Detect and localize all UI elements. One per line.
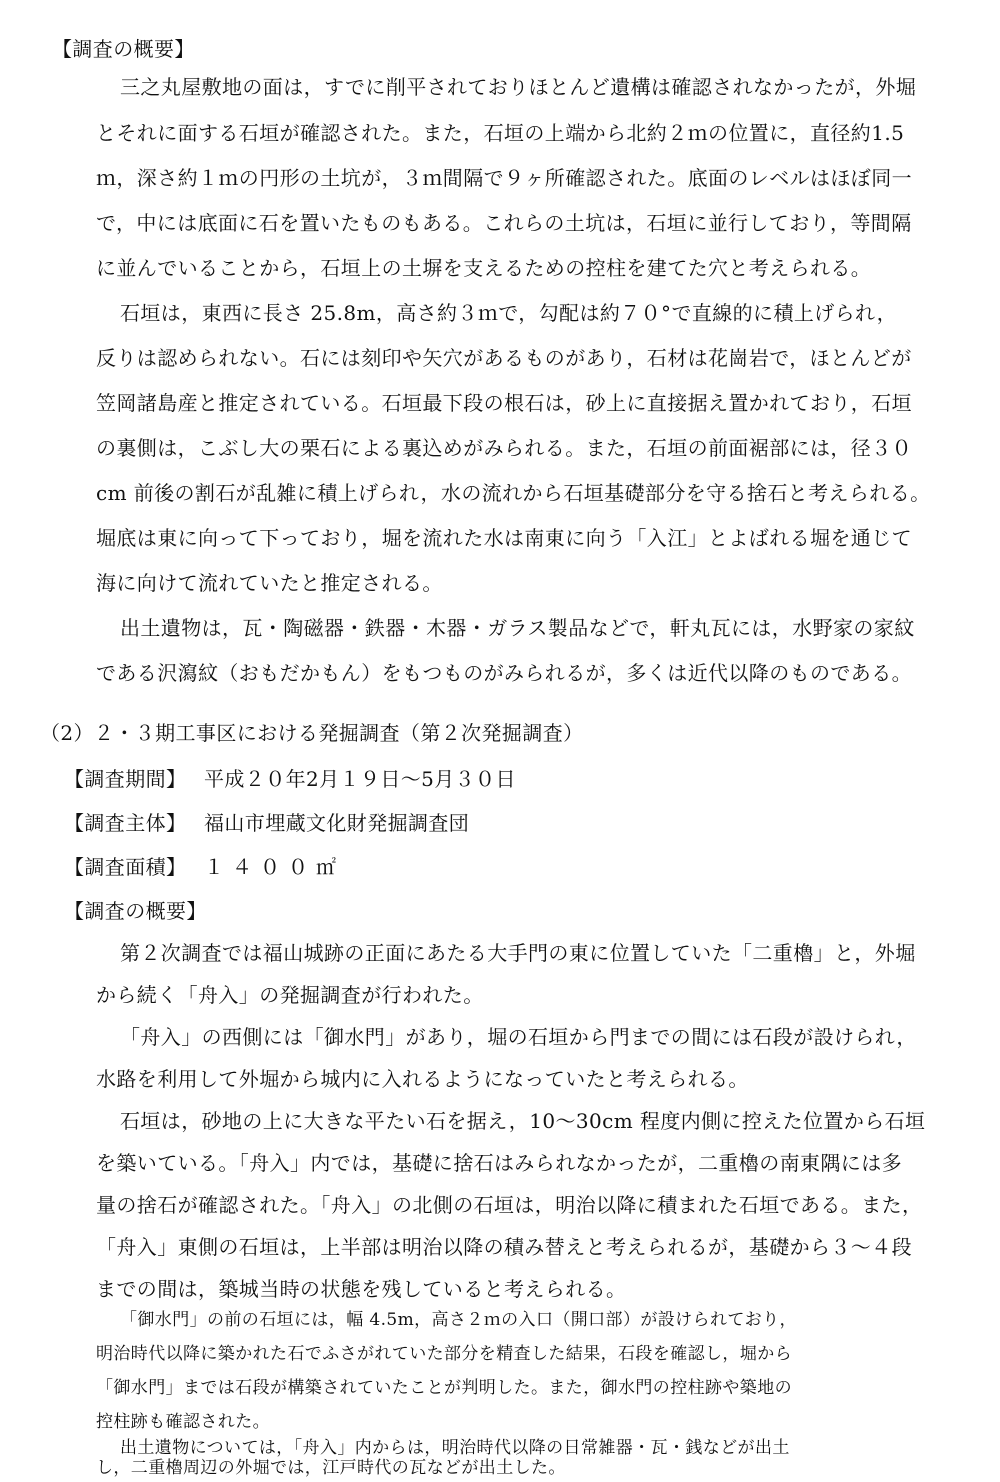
text-line: 反りは認められない。石には刻印や矢穴があるものがあり，石材は花崗岩で，ほとんどが (96, 346, 912, 370)
text-line: までの間は，築城当時の状態を残していると考えられる。 (96, 1277, 627, 1301)
text-line: 「舟入」の西側には「御水門」があり，堀の石垣から門までの間には石段が設けられ， (120, 1025, 917, 1049)
text-line: 量の捨石が確認された。「舟入」の北側の石垣は，明治以降に積まれた石垣である。また， (96, 1193, 923, 1217)
text-line: 海に向けて流れていたと推定される。 (96, 571, 443, 595)
text-line: 水路を利用して外堀から城内に入れるようになっていたと考えられる。 (96, 1067, 749, 1091)
text-line: 笠岡諸島産と推定されている。石垣最下段の根石は，砂上に直接据え置かれており，石垣 (96, 391, 912, 415)
text-line: に並んでいることから，石垣上の土塀を支えるための控柱を建てた穴と考えられる。 (96, 256, 872, 280)
text-line: 出土遺物は，瓦・陶磁器・鉄器・木器・ガラス製品などで，軒丸瓦には，水野家の家紋 (120, 616, 915, 640)
text-line: 明治時代以降に築かれた石でふさがれていた部分を精査した結果，石段を確認し，堀から (96, 1344, 792, 1364)
text-line: 石垣は，砂地の上に大きな平たい石を据え，10～30cm 程度内側に控えた位置から石垣 (120, 1109, 926, 1133)
info-label: 【調査面積】 (64, 855, 187, 879)
text-line: から続く「舟入」の発掘調査が行われた。 (96, 983, 484, 1007)
text-line: 第２次調査では福山城跡の正面にあたる大手門の東に位置していた「二重櫓」と，外堀 (120, 941, 916, 965)
text-line: である沢瀉紋（おもだかもん）をもつものがみられるが，多くは近代以降のものである。 (96, 661, 912, 685)
text-line: 堀底は東に向って下っており，堀を流れた水は南東に向う「入江」とよばれる堀を通じて (96, 526, 912, 550)
text-line: 石垣は，東西に長さ 25.8m，高さ約３ｍで，勾配は約７０°で直線的に積上げられ， (120, 301, 898, 325)
text-line: 控柱跡も確認された。 (96, 1412, 270, 1432)
section-heading: 【調査の概要】 (64, 899, 207, 923)
text-line: の裏側は，こぶし大の栗石による裏込めがみられる。また，石垣の前面裾部には，径３０ (96, 436, 912, 460)
text-line: 「御水門」までは石段が構築されていたことが判明した。また，御水門の控柱跡や築地の (96, 1378, 792, 1398)
section-heading: 【調査の概要】 (52, 37, 195, 61)
info-label: 【調査主体】 (64, 811, 187, 835)
text-line: し，二重櫓周辺の外堀では，江戸時代の瓦などが出土した。 (96, 1458, 566, 1478)
text-line: 三之丸屋敷地の面は，すでに削平されておりほとんど遺構は確認されなかったが，外堀 (120, 75, 917, 99)
text-line: ｍ，深さ約１ｍの円形の土坑が，３ｍ間隔で９ヶ所確認された。底面のレベルはほぼ同一 (96, 166, 912, 190)
text-line: で，中には底面に石を置いたものもある。これらの土坑は，石垣に並行しており，等間隔 (96, 211, 912, 235)
text-line: 「舟入」東側の石垣は，上半部は明治以降の積み替えと考えられるが，基礎から３～４段 (96, 1235, 912, 1259)
text-line: 「御水門」の前の石垣には，幅 4.5m，高さ２ｍの入口（開口部）が設けられており， (120, 1310, 797, 1330)
text-line: を築いている。「舟入」内では，基礎に捨石はみられなかったが，二重櫓の南東隅には多 (96, 1151, 902, 1175)
section-title: （2）２・３期工事区における発掘調査（第２次発掘調査） (40, 721, 584, 745)
text-line: cm 前後の割石が乱雑に積上げられ，水の流れから石垣基礎部分を守る捨石と考えられる。 (96, 481, 931, 505)
info-value: 福山市埋蔵文化財発掘調査団 (204, 811, 470, 835)
text-line: 出土遺物については，「舟入」内からは，明治時代以降の日常雑器・瓦・銭などが出土 (120, 1438, 790, 1458)
text-line: とそれに面する石垣が確認された。また，石垣の上端から北約２ｍの位置に，直径約1.5 (96, 121, 905, 145)
info-value: 平成２０年2月１９日～5月３０日 (204, 767, 516, 791)
info-value: １４００㎡ (204, 855, 344, 879)
info-label: 【調査期間】 (64, 767, 187, 791)
